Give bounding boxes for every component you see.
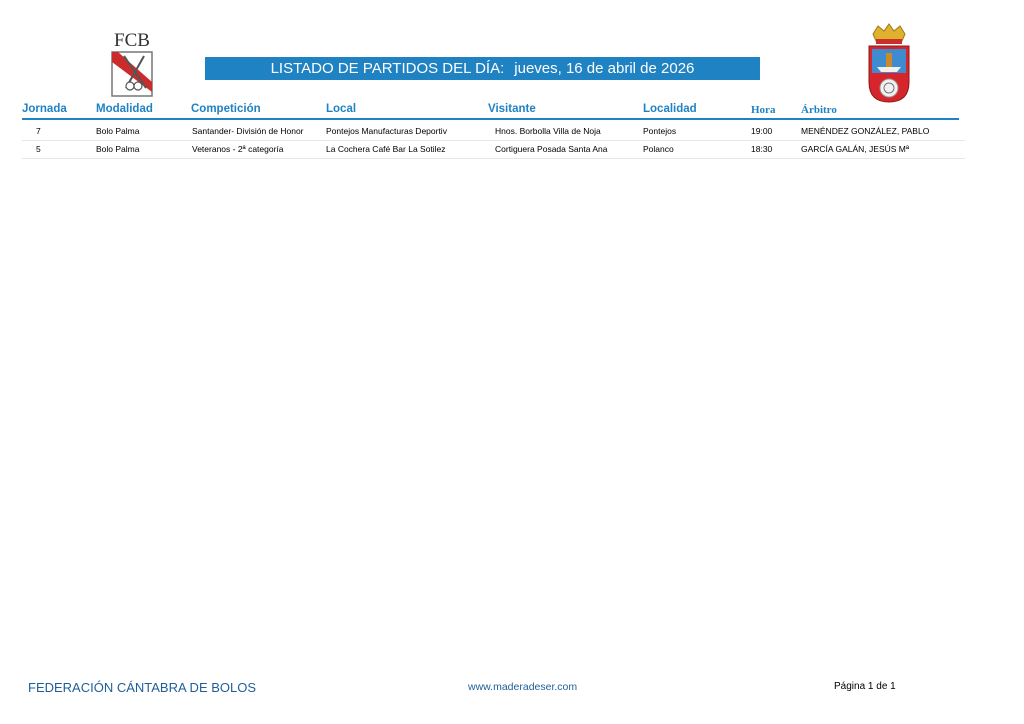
report-title: LISTADO DE PARTIDOS DEL DÍA: xyxy=(270,60,505,77)
report-date: jueves, 16 de abril de 2026 xyxy=(514,60,695,77)
cell-local: Pontejos Manufacturas Deportiv xyxy=(326,126,447,136)
cell-visitante: Cortiguera Posada Santa Ana xyxy=(495,144,608,154)
column-header-local: Local xyxy=(326,103,357,115)
footer-page-number: Página 1 de 1 xyxy=(834,681,896,692)
footer-website-link[interactable]: www.maderadeser.com xyxy=(468,681,578,693)
footer-organization: FEDERACIÓN CÁNTABRA DE BOLOS xyxy=(28,680,257,695)
cell-jornada: 5 xyxy=(36,144,41,154)
column-header-modalidad: Modalidad xyxy=(96,103,153,115)
cell-localidad: Polanco xyxy=(643,144,674,154)
header-divider xyxy=(22,118,959,120)
column-header-competicion: Competición xyxy=(191,103,261,115)
cell-hora: 18:30 xyxy=(751,144,773,154)
column-header-hora: Hora xyxy=(751,104,776,116)
cell-competicion: Santander- División de Honor xyxy=(192,126,304,136)
report-title-bar xyxy=(205,57,760,80)
cell-modalidad: Bolo Palma xyxy=(96,126,140,136)
cell-visitante: Hnos. Borbolla Villa de Noja xyxy=(495,126,601,136)
cell-localidad: Pontejos xyxy=(643,126,677,136)
column-header-arbitro: Árbitro xyxy=(801,104,837,116)
column-header-jornada: Jornada xyxy=(22,103,67,115)
cell-modalidad: Bolo Palma xyxy=(96,144,140,154)
cell-hora: 19:00 xyxy=(751,126,773,136)
cell-arbitro: GARCÍA GALÁN, JESÚS Mª xyxy=(801,144,910,154)
coat-of-arms-logo xyxy=(864,22,914,104)
federation-logo-letters: FCB xyxy=(114,30,150,51)
cell-competicion: Veteranos - 2ª categoría xyxy=(192,144,284,154)
table-row xyxy=(22,141,965,159)
table-row xyxy=(22,123,965,141)
cell-local: La Cochera Café Bar La Sotilez xyxy=(326,144,446,154)
cell-jornada: 7 xyxy=(36,126,41,136)
federation-logo xyxy=(104,22,160,102)
column-header-localidad: Localidad xyxy=(643,103,697,115)
column-header-visitante: Visitante xyxy=(488,103,536,115)
cell-arbitro: MENÉNDEZ GONZÁLEZ, PABLO xyxy=(801,126,930,136)
